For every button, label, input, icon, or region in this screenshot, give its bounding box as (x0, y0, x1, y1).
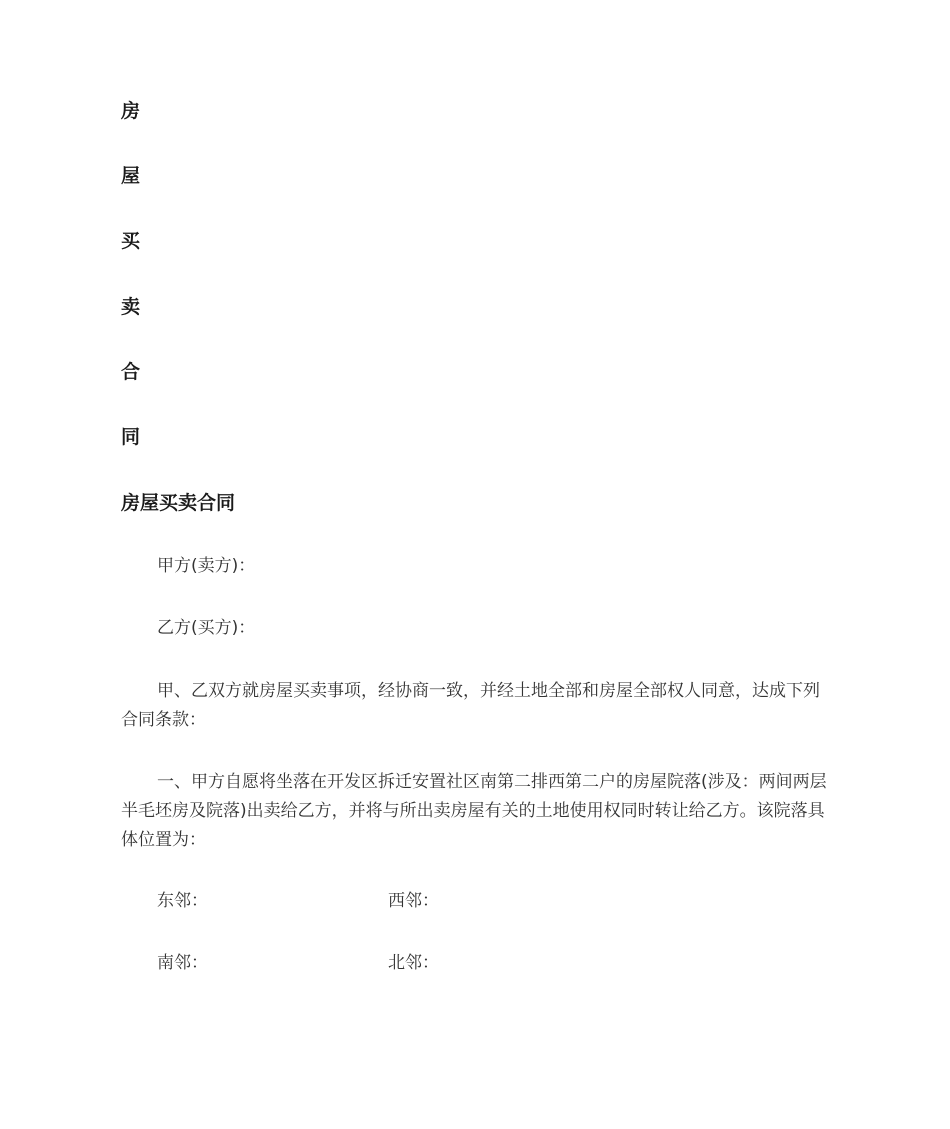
document-title: 房屋买卖合同 (121, 492, 236, 514)
vertical-title-char: 合 (121, 361, 141, 383)
vertical-title-char: 买 (121, 230, 141, 252)
west-neighbor-label: 西邻： (388, 891, 439, 911)
clause-1-paragraph: 一、甲方自愿将坐落在开发区拆迁安置社区南第二排西第二户的房屋院落(涉及：两间两层半毛坯房及院落)出卖给乙方，并将与所出卖房屋有关的土地使用权同时转让给乙方。该院落具体位置为： (121, 772, 827, 850)
south-neighbor-label: 南邻： (157, 953, 208, 973)
vertical-title-char: 同 (121, 426, 141, 448)
east-neighbor-label: 东邻： (157, 891, 208, 911)
party-b-label: 乙方(买方)： (157, 618, 256, 638)
vertical-title-char: 卖 (121, 296, 141, 318)
north-neighbor-label: 北邻： (388, 953, 439, 973)
vertical-title-char: 房 (121, 100, 141, 122)
intro-paragraph: 甲、乙双方就房屋买卖事项，经协商一致，并经土地全部和房屋全部权人同意，达成下列合同条款： (121, 681, 820, 730)
party-a-label: 甲方(卖方)： (157, 556, 256, 576)
vertical-title-char: 屋 (121, 165, 141, 187)
